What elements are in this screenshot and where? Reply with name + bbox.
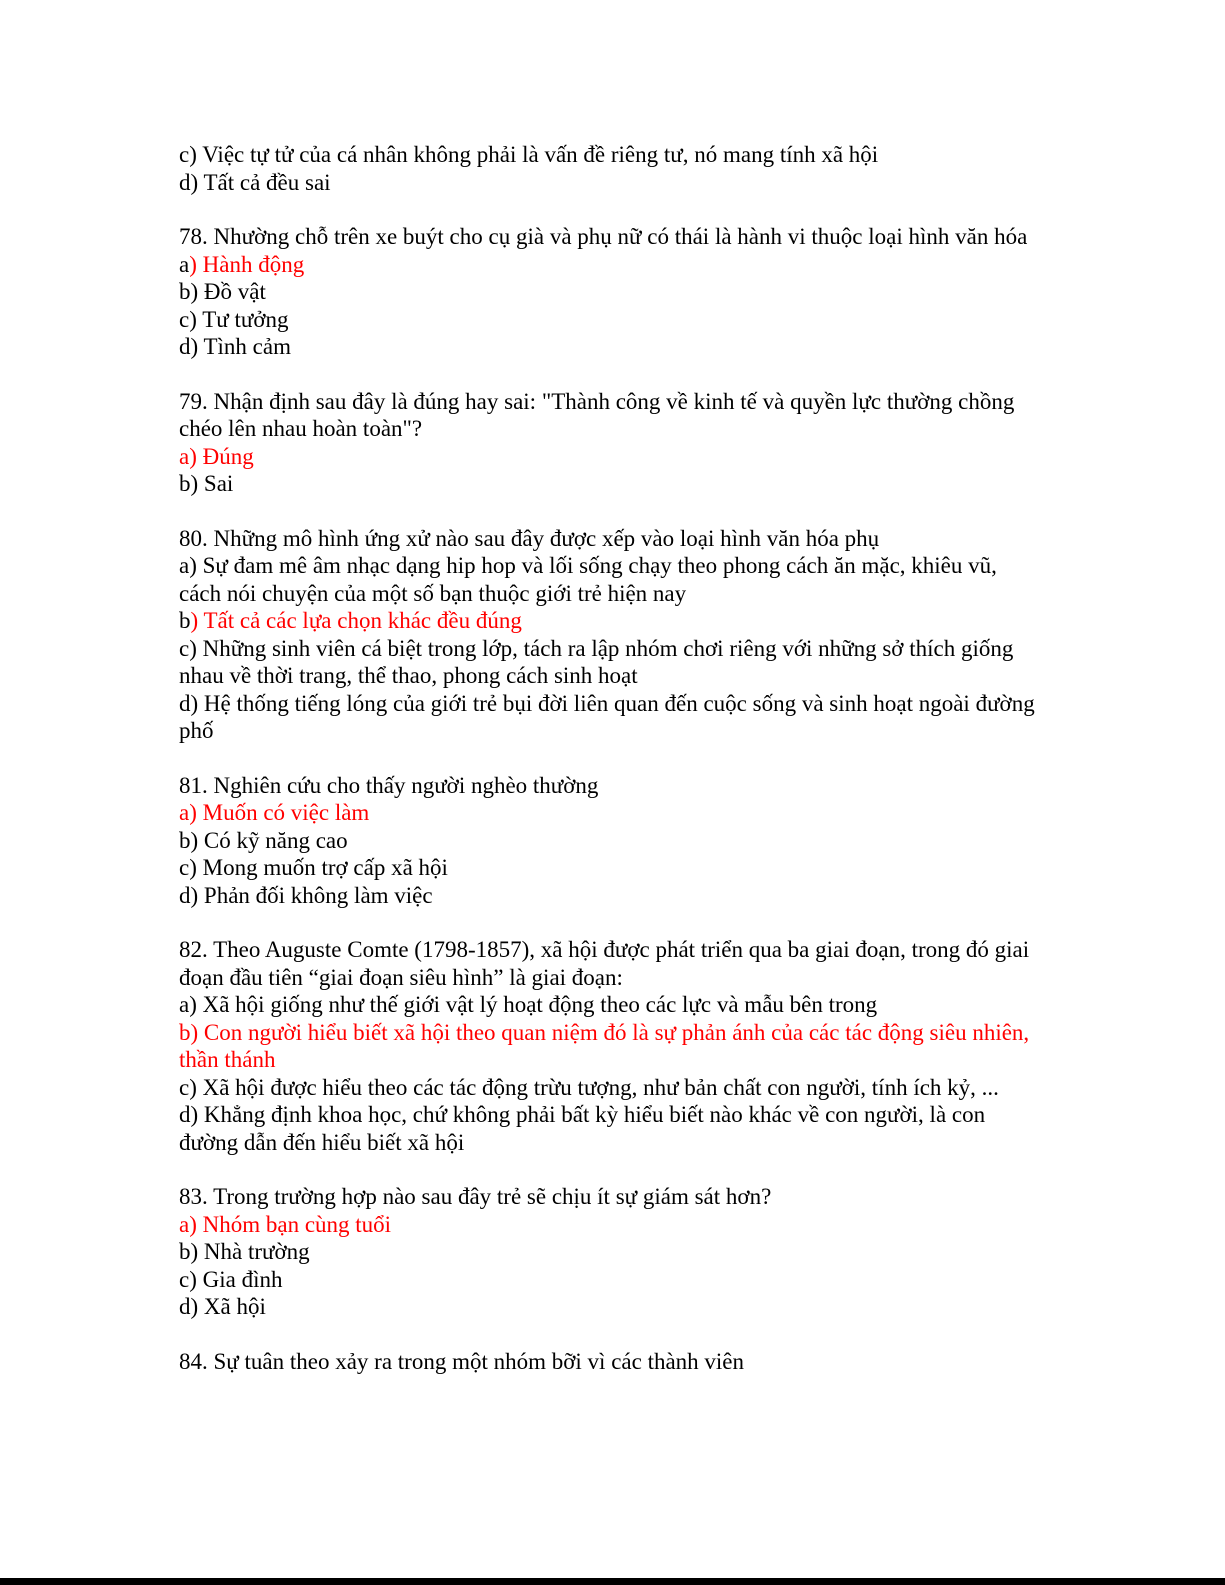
question-text: 81. Nghiên cứu cho thấy người nghèo thường bbox=[179, 772, 599, 798]
question-text: 84. Sự tuân theo xảy ra trong một nhóm bỡi vì các thành viên bbox=[179, 1348, 745, 1374]
option-c: c) Gia đình bbox=[179, 1266, 283, 1292]
question-78 bbox=[179, 223, 1039, 361]
option-a-correct: a) Nhóm bạn cùng tuổi bbox=[179, 1211, 392, 1237]
option-b: b) Đồ vật bbox=[179, 279, 266, 304]
option-b-correct bbox=[179, 607, 1039, 635]
option-a-prefix: a bbox=[179, 251, 190, 277]
option-d: d) Xã hội bbox=[179, 1294, 266, 1319]
question-text: 80. Những mô hình ứng xử nào sau đây được xếp vào loại hình văn hóa phụ bbox=[179, 525, 880, 551]
option-b: b) Sai bbox=[179, 471, 234, 496]
option-b-correct: b) Con người hiểu biết xã hội theo quan niệm đó là sự phản ánh của các tác động siêu nhiên, thần thánh bbox=[179, 1019, 1030, 1072]
question-text: 78. Nhường chỗ trên xe buýt cho cụ già và phụ nữ có thái là hành vi thuộc loại hình văn hóa bbox=[179, 224, 1028, 249]
question-text: 79. Nhận định sau đây là đúng hay sai: "Thành công về kinh tế và quyền lực thường chồng chéo lên nhau hoàn toàn"? bbox=[179, 388, 1015, 441]
question-84 bbox=[179, 1348, 1039, 1376]
quiz-content bbox=[179, 141, 1039, 1402]
option-c: c) Xã hội được hiểu theo các tác động trừu tượng, như bản chất con người, tính ích kỷ, ... bbox=[179, 1074, 999, 1100]
option-c: c) Những sinh viên cá biệt trong lớp, tách ra lập nhóm chơi riêng với những sở thích giống nhau về thời trang, thể thao, phong cách sinh hoạt bbox=[179, 635, 1014, 688]
option-b-answer: ) Tất cả các lựa chọn khác đều đúng bbox=[190, 608, 522, 633]
option-d: d) Phản đối không làm việc bbox=[179, 882, 433, 908]
option-b: b) Nhà trường bbox=[179, 1239, 310, 1264]
question-80 bbox=[179, 525, 1039, 745]
option-d: d) Tất cả đều sai bbox=[179, 169, 331, 195]
question-81 bbox=[179, 772, 1039, 910]
question-text: 82. Theo Auguste Comte (1798-1857), xã hội được phát triển qua ba giai đoạn, trong đó giai đoạn đầu tiên “giai đoạn siêu hình” là giai đoạn: bbox=[179, 937, 1030, 990]
option-a: a) Xã hội giống như thế giới vật lý hoạt động theo các lực và mẫu bên trong bbox=[179, 992, 878, 1017]
option-d: d) Hệ thống tiếng lóng của giới trẻ bụi đời liên quan đến cuộc sống và sinh hoạt ngoài đường phố bbox=[179, 690, 1035, 743]
option-c: c) Tư tưởng bbox=[179, 306, 289, 332]
option-a: a) Sự đam mê âm nhạc dạng hip hop và lối sống chạy theo phong cách ăn mặc, khiêu vũ, cách nói chuyện của một số bạn thuộc giới trẻ hiện nay bbox=[179, 553, 997, 606]
option-d: d) Khẳng định khoa học, chứ không phải bất kỳ hiểu biết nào khác về con người, là con đường dẫn đến hiểu biết xã hội bbox=[179, 1102, 986, 1155]
option-c: c) Mong muốn trợ cấp xã hội bbox=[179, 855, 448, 880]
option-a-correct bbox=[179, 251, 1039, 279]
option-b-prefix: b bbox=[179, 608, 191, 633]
bottom-border bbox=[0, 1578, 1225, 1585]
question-83 bbox=[179, 1183, 1039, 1321]
option-c: c) Việc tự tử của cá nhân không phải là vấn đề riêng tư, nó mang tính xã hội bbox=[179, 142, 879, 167]
option-d: d) Tình cảm bbox=[179, 334, 291, 359]
option-a-correct: a) Đúng bbox=[179, 443, 254, 469]
option-b: b) Có kỹ năng cao bbox=[179, 827, 348, 853]
question-77-tail bbox=[179, 141, 1039, 196]
question-82 bbox=[179, 936, 1039, 1156]
question-79 bbox=[179, 388, 1039, 498]
option-a-correct: a) Muốn có việc làm bbox=[179, 800, 370, 825]
question-text: 83. Trong trường hợp nào sau đây trẻ sẽ chịu ít sự giám sát hơn? bbox=[179, 1184, 772, 1209]
option-a-answer: ) Hành động bbox=[189, 251, 305, 277]
